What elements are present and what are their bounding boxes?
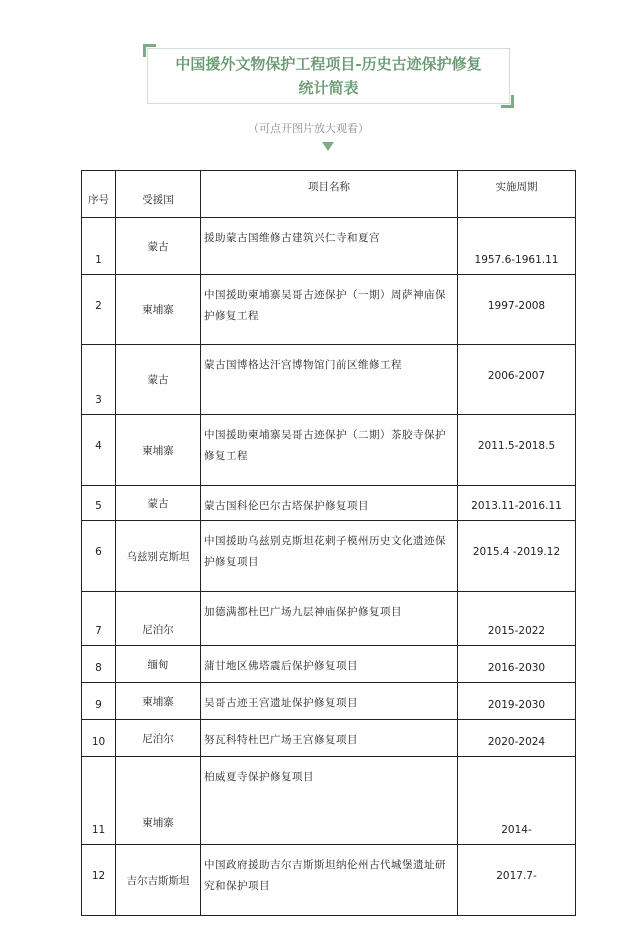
cell-index: 6 — [82, 521, 116, 592]
table-row — [82, 486, 576, 521]
cell-index: 10 — [82, 720, 116, 757]
cell-country: 蒙古 — [116, 486, 201, 521]
cell-country: 尼泊尔 — [116, 720, 201, 757]
triangle-down-icon — [322, 142, 334, 151]
cell-country: 蒙古 — [116, 345, 201, 415]
cell-project-name: 中国政府援助吉尔吉斯斯坦纳伦州古代城堡遗址研究和保护项目 — [201, 845, 458, 916]
cell-index: 2 — [82, 275, 116, 345]
table-row — [82, 646, 576, 683]
header-index: 序号 — [82, 171, 116, 218]
cell-period: 2015-2022 — [458, 592, 576, 646]
cell-period: 2014- — [458, 757, 576, 845]
cell-country: 缅甸 — [116, 646, 201, 683]
cell-index: 11 — [82, 757, 116, 845]
table-header-row — [82, 171, 576, 218]
cell-index: 8 — [82, 646, 116, 683]
cell-country: 吉尔吉斯斯坦 — [116, 845, 201, 916]
cell-period: 2011.5-2018.5 — [458, 415, 576, 486]
cell-index: 4 — [82, 415, 116, 486]
cell-project-name: 中国援助柬埔寨吴哥古迹保护（一期）周萨神庙保护修复工程 — [201, 275, 458, 345]
cell-project-name: 中国援助乌兹别克斯坦花剌子模州历史文化遗迹保护修复项目 — [201, 521, 458, 592]
cell-index: 3 — [82, 345, 116, 415]
cell-period: 1997-2008 — [458, 275, 576, 345]
table-row — [82, 345, 576, 415]
cell-period: 2006-2007 — [458, 345, 576, 415]
table-row — [82, 683, 576, 720]
cell-country: 柬埔寨 — [116, 683, 201, 720]
cell-project-name: 中国援助柬埔寨吴哥古迹保护（二期）茶胶寺保护修复工程 — [201, 415, 458, 486]
cell-country: 尼泊尔 — [116, 592, 201, 646]
header-period: 实施周期 — [458, 171, 576, 218]
page-title-line1: 中国援外文物保护工程项目-历史古迹保护修复 — [175, 55, 482, 73]
table-row — [82, 521, 576, 592]
table-row — [82, 415, 576, 486]
cell-index: 12 — [82, 845, 116, 916]
cell-project-name: 蒙古国博格达汗宫博物馆门前区维修工程 — [201, 345, 458, 415]
cell-project-name: 蒲甘地区佛塔震后保护修复项目 — [201, 646, 458, 683]
projects-table — [81, 170, 576, 916]
cell-country: 蒙古 — [116, 218, 201, 275]
cell-country: 柬埔寨 — [116, 415, 201, 486]
cell-index: 9 — [82, 683, 116, 720]
header-project-name: 项目名称 — [201, 171, 458, 218]
table-row — [82, 275, 576, 345]
cell-period: 2016-2030 — [458, 646, 576, 683]
cell-country: 柬埔寨 — [116, 757, 201, 845]
cell-project-name: 加德满都杜巴广场九层神庙保护修复项目 — [201, 592, 458, 646]
title-box — [143, 44, 514, 108]
cell-country: 乌兹别克斯坦 — [116, 521, 201, 592]
header-country: 受援国 — [116, 171, 201, 218]
cell-project-name: 吴哥古迹王宫遗址保护修复项目 — [201, 683, 458, 720]
cell-index: 7 — [82, 592, 116, 646]
cell-period: 2019-2030 — [458, 683, 576, 720]
cell-project-name: 援助蒙古国维修古建筑兴仁寺和夏宫 — [201, 218, 458, 275]
table-row — [82, 218, 576, 275]
cell-period: 2017.7- — [458, 845, 576, 916]
cell-period: 2015.4 -2019.12 — [458, 521, 576, 592]
cell-period: 1957.6-1961.11 — [458, 218, 576, 275]
cell-index: 1 — [82, 218, 116, 275]
zoom-hint: （可点开图片放大观看） — [248, 122, 369, 135]
cell-project-name: 努瓦科特杜巴广场王宫修复项目 — [201, 720, 458, 757]
table-row — [82, 757, 576, 845]
page-title-line2: 统计简表 — [298, 79, 359, 97]
cell-project-name: 柏威夏寺保护修复项目 — [201, 757, 458, 845]
cell-country: 柬埔寨 — [116, 275, 201, 345]
cell-period: 2013.11-2016.11 — [458, 486, 576, 521]
cell-project-name: 蒙古国科伦巴尔古塔保护修复项目 — [201, 486, 458, 521]
cell-index: 5 — [82, 486, 116, 521]
page-title — [143, 52, 514, 100]
table-row — [82, 592, 576, 646]
table-row — [82, 720, 576, 757]
cell-period: 2020-2024 — [458, 720, 576, 757]
table-row — [82, 845, 576, 916]
